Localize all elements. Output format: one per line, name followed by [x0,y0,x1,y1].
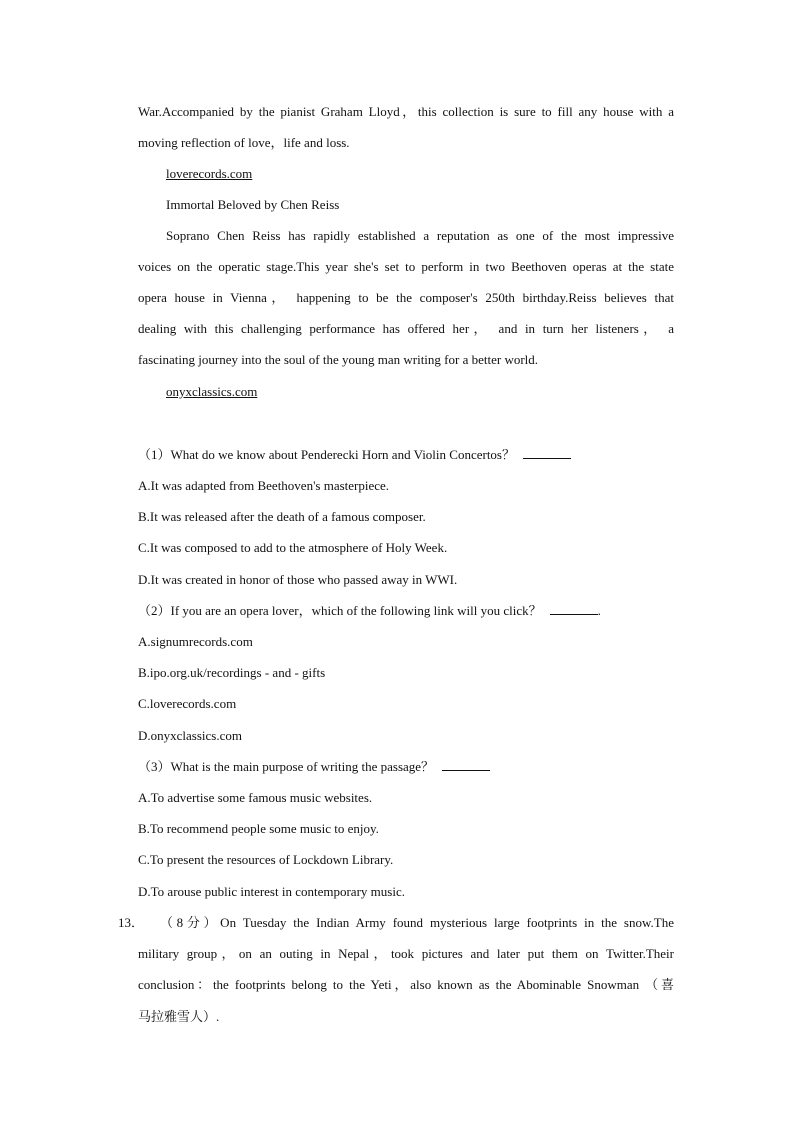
paragraph-line: Soprano Chen Reiss has rapidly established a reputation as one of the most impressive [166,228,674,243]
option-d: D.To arouse public interest in contemporary music. [138,884,405,899]
question-13-number: 13． [118,915,145,930]
option-c: C.It was composed to add to the atmosphere of Holy Week. [138,540,448,555]
answer-blank [523,447,571,459]
link-onyxclassics[interactable]: onyxclassics.com [166,384,258,399]
question-1-text: （1）What do we know about Penderecki Horn and Violin Concertos？ [138,447,515,462]
answer-blank [550,603,598,615]
album-title: Immortal Beloved by Chen Reiss [166,197,340,212]
passage-line: moving reflection of love，life and loss. [138,135,350,150]
question-13-line: conclusion：the footprints belong to the Yeti，also known as the Abominable Snowman （喜 [138,977,674,992]
question-2-text: （2）If you are an opera lover，which of the following link will you click？ [138,603,542,618]
question-2-trail: . [597,603,601,618]
question-3-text: （3）What is the main purpose of writing the passage？ [138,759,435,774]
question-13-line: 马拉雅雪人）. [138,1009,220,1024]
option-d: D.onyxclassics.com [138,728,242,743]
option-a: A.To advertise some famous music websites. [138,790,373,805]
option-b: B.It was released after the death of a famous composer. [138,509,426,524]
link-loverecords[interactable]: loverecords.com [166,166,253,181]
option-c: C.To present the resources of Lockdown Library. [138,852,394,867]
option-b: B.To recommend people some music to enjoy. [138,821,379,836]
paragraph-line: voices on the operatic stage.This year she's set to perform in two Beethoven operas at the state [138,259,674,274]
option-b: B.ipo.org.uk/recordings - and - gifts [138,665,326,680]
question-2-prompt [138,603,601,619]
option-c: C.loverecords.com [138,696,237,711]
answer-blank [442,759,490,771]
option-d: D.It was created in honor of those who passed away in WWI. [138,572,458,587]
question-3-prompt [138,759,490,775]
paragraph-line: opera house in Vienna， happening to be the composer's 250th birthday.Reiss believes that [138,290,674,305]
paragraph-line: fascinating journey into the soul of the young man writing for a better world. [138,352,539,367]
passage-line: War.Accompanied by the pianist Graham Lloyd，this collection is sure to fill any house with a [138,104,674,119]
question-1-prompt [138,447,571,463]
question-13-line: （8分）On Tuesday the Indian Army found mysterious large footprints in the snow.The [160,915,674,930]
option-a: A.It was adapted from Beethoven's masterpiece. [138,478,390,493]
paragraph-line: dealing with this challenging performance has offered her， and in turn her listeners， a [138,321,674,336]
question-13-line: military group，on an outing in Nepal，took pictures and later put them on Twitter.Their [138,946,674,961]
option-a: A.signumrecords.com [138,634,253,649]
